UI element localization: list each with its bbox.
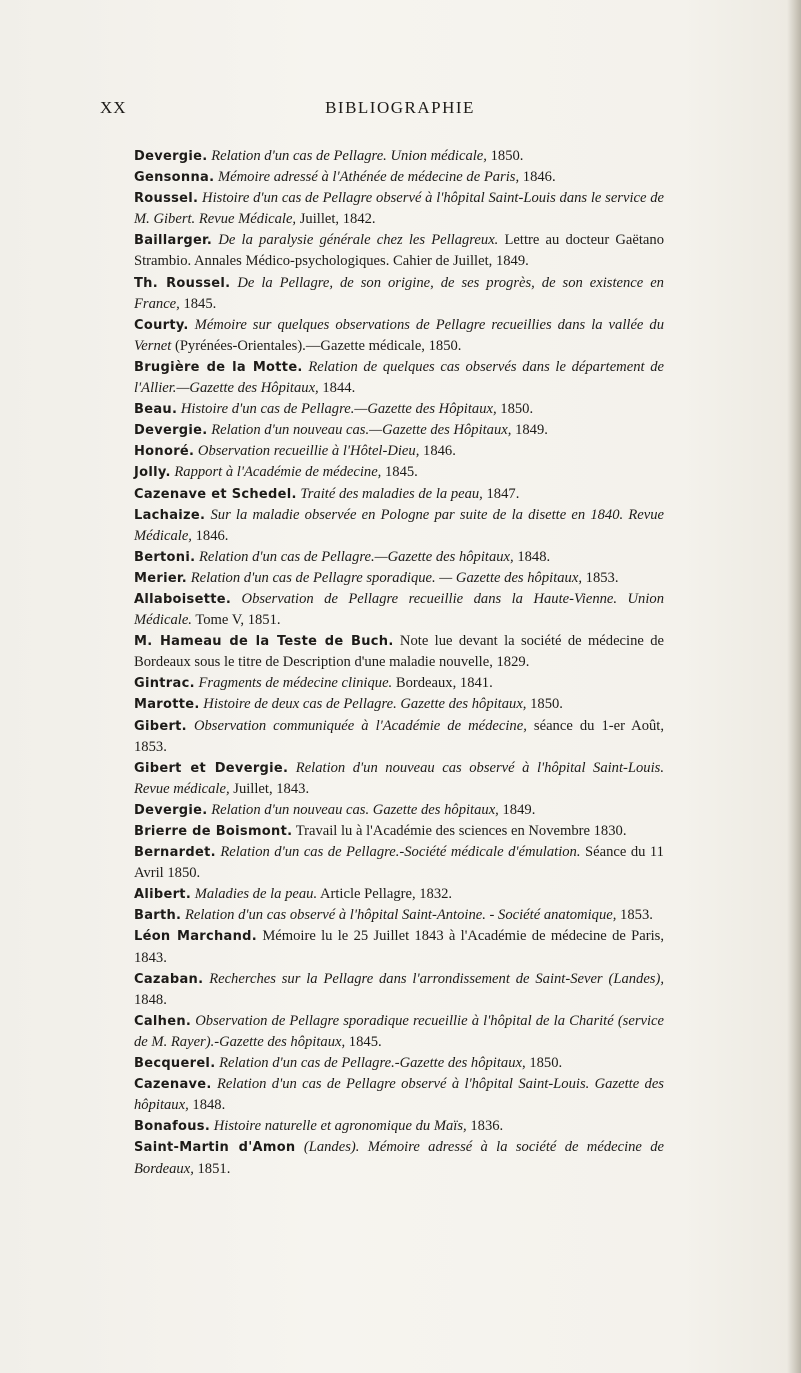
bibliography-entry <box>134 758 664 800</box>
entry-author: Cazenave et Schedel. <box>134 486 297 502</box>
entry-detail: 1846. <box>522 169 556 186</box>
entry-author: Lachaize. <box>134 507 206 523</box>
entry-author: Merier. <box>134 570 188 586</box>
entry-detail: 1853. <box>585 569 619 586</box>
entry-author: Bonafous. <box>134 1119 211 1135</box>
bibliography-entry <box>134 1116 664 1137</box>
entry-detail: 1850. <box>529 1055 563 1072</box>
entry-author: Gibert. <box>134 718 187 734</box>
bibliography-entry <box>134 842 664 884</box>
entry-detail: 1848. <box>517 548 551 565</box>
entry-detail: 1846. <box>195 527 229 544</box>
entry-title: De la Pellagre, de son origine, de ses progrès, de son existence en France, <box>134 274 664 312</box>
entry-title: Sur la maladie observée en Pologne par suite de la disette en 1840. Revue Médicale, <box>134 506 664 544</box>
bibliography-entry <box>134 146 664 167</box>
bibliography-entry <box>134 969 664 1011</box>
entry-detail: 1853. <box>620 907 653 924</box>
entry-author: Jolly. <box>134 465 171 481</box>
bibliography-entry <box>134 547 664 568</box>
entry-title: Histoire d'un cas de Pellagre observé à l'hôpital Saint-Louis dans le service de M. Gibert. Revue Médicale, <box>134 190 664 228</box>
entry-author: Becquerel. <box>134 1056 216 1072</box>
bibliography-entry <box>134 357 664 399</box>
entry-author: Gibert et Devergie. <box>134 760 289 776</box>
entry-author: Beau. <box>134 402 178 418</box>
entry-author: Roussel. <box>134 191 199 207</box>
entry-detail: 1845. <box>183 295 217 312</box>
bibliography-entry <box>134 230 664 272</box>
entry-detail: Travail lu à l'Académie des sciences en Novembre 1830. <box>295 823 627 839</box>
entry-title: Relation d'un nouveau cas.—Gazette des Hôpitaux, <box>211 422 512 439</box>
entry-author: Gintrac. <box>134 676 195 692</box>
entry-detail: (Pyrénées-Orientales).—Gazette médicale, 1850. <box>174 337 462 354</box>
bibliography-entry <box>134 420 664 441</box>
entry-author: Alibert. <box>134 887 192 903</box>
entry-title: Histoire d'un cas de Pellagre.—Gazette des Hôpitaux, <box>180 401 497 418</box>
entry-detail: 1845. <box>348 1033 382 1050</box>
entry-author: Léon Marchand. <box>134 929 258 945</box>
entry-title: Recherches sur la Pellagre dans l'arrondissement de Saint-Sever (Landes), <box>209 970 664 987</box>
entry-title: Observation de Pellagre sporadique recueillie à l'hôpital de la Charité (service de M. Rayer).-Gazette des hôpitaux, <box>134 1012 665 1050</box>
entry-author: Devergie. <box>134 423 208 439</box>
page-number: XX <box>100 98 127 117</box>
bibliography-list <box>134 146 664 1180</box>
entry-author: Brierre de Boismont. <box>134 824 293 839</box>
bibliography-entry <box>134 167 664 188</box>
entry-title: Relation de quelques cas observés dans le département de l'Allier.—Gazette des Hôpitaux, <box>134 358 664 397</box>
entry-author: Brugière de la Motte. <box>134 359 303 375</box>
entry-detail: 1848. <box>134 991 167 1008</box>
entry-title: Observation de Pellagre recueillie dans la Haute-Vienne. Union Médicale. <box>134 590 664 629</box>
entry-title: Observation recueillie à l'Hôtel-Dieu, <box>197 443 420 460</box>
entry-detail: 1836. <box>470 1118 504 1135</box>
entry-author: Th. Roussel. <box>134 275 231 291</box>
entry-detail: 1850. <box>490 148 524 164</box>
entry-detail: Juillet, 1843. <box>233 780 310 797</box>
entry-title: Fragments de médecine clinique. <box>198 675 393 692</box>
bibliography-entry <box>134 484 664 505</box>
bibliography-entry <box>134 315 664 357</box>
page-edge-shadow <box>787 0 801 1373</box>
entry-title: Relation d'un nouveau cas observé à l'hôpital Saint-Louis. Revue médicale, <box>134 759 664 797</box>
bibliography-entry <box>134 716 664 758</box>
entry-detail: 1847. <box>486 485 520 502</box>
entry-author: Devergie. <box>134 802 208 818</box>
entry-detail: 1850. <box>500 401 534 418</box>
entry-detail: Bordeaux, 1841. <box>395 675 493 692</box>
bibliography-entry <box>134 505 664 547</box>
entry-title: Relation d'un cas de Pellagre.-Société médicale d'émulation. <box>220 844 581 861</box>
entry-author: Marotte. <box>134 697 200 713</box>
entry-author: Saint-Martin d'Amon <box>134 1140 296 1156</box>
entry-title: Relation d'un cas de Pellagre. Union médicale, <box>211 148 487 164</box>
bibliography-entry <box>134 273 664 315</box>
entry-author: Bertoni. <box>134 549 196 565</box>
entry-title: Relation d'un cas observé à l'hôpital Saint-Antoine. - Société anatomique, <box>184 907 617 924</box>
entry-title: Histoire naturelle et agronomique du Maïs, <box>213 1118 467 1135</box>
entry-author: Honoré. <box>134 444 195 460</box>
running-header <box>100 98 700 122</box>
entry-title: Traité des maladies de la peau, <box>300 485 483 502</box>
entry-detail: 1844. <box>322 380 356 397</box>
bibliography-entry <box>134 188 664 230</box>
entry-author: Calhen. <box>134 1013 192 1029</box>
bibliography-entry <box>134 821 664 842</box>
entry-title: Relation d'un cas de Pellagre.-Gazette des hôpitaux, <box>219 1055 526 1072</box>
bibliography-entry <box>134 1011 664 1053</box>
entry-title: Relation d'un cas de Pellagre.—Gazette des hôpitaux, <box>199 548 514 565</box>
entry-author: Cazenave. <box>134 1077 212 1093</box>
entry-title: Maladies de la peau. <box>194 886 318 903</box>
entry-detail: 1851. <box>197 1160 231 1177</box>
bibliography-entry <box>134 1074 664 1116</box>
entry-title: Observation communiquée à l'Académie de médecine, <box>193 717 527 734</box>
entry-title: Relation d'un cas de Pellagre sporadique. — Gazette des hôpitaux, <box>190 569 582 586</box>
entry-detail: Lettre au docteur Gaëtano Strambio. Annales Médico-psychologiques. Cahier de Juillet, 1849. <box>134 232 665 270</box>
entry-title: (Landes). Mémoire adressé à la société de médecine de Bordeaux, <box>134 1139 665 1177</box>
entry-title: Rapport à l'Académie de médecine, <box>174 464 382 481</box>
bibliography-entry <box>134 800 664 821</box>
bibliography-entry <box>134 462 664 483</box>
entry-title: Histoire de deux cas de Pellagre. Gazette des hôpitaux, <box>203 696 527 713</box>
entry-author: Devergie. <box>134 149 208 164</box>
entry-author: Gensonna. <box>134 170 215 186</box>
entry-detail: 1846. <box>423 443 456 460</box>
entry-detail: Tome V, 1851. <box>195 612 281 629</box>
bibliography-entry <box>134 568 664 589</box>
entry-title: Mémoire adressé à l'Athénée de médecine de Paris, <box>218 169 520 186</box>
entry-detail: 1850. <box>530 696 563 713</box>
bibliography-entry <box>134 399 664 420</box>
bibliography-entry <box>134 589 664 631</box>
bibliography-entry <box>134 905 664 926</box>
entry-author: M. Hameau de la Teste de Buch. <box>134 634 394 650</box>
entry-author: Bernardet. <box>134 845 216 861</box>
bibliography-entry <box>134 441 664 462</box>
running-title: BIBLIOGRAPHIE <box>325 98 475 117</box>
entry-author: Cazaban. <box>134 971 204 987</box>
entry-detail: 1849. <box>502 801 536 818</box>
entry-detail: Note lue devant la société de médecine de Bordeaux sous le titre de Description d'une maladie nouvelle, 1829. <box>134 633 664 671</box>
entry-author: Allaboisette. <box>134 591 232 607</box>
bibliography-entry <box>134 926 664 968</box>
entry-title: Relation d'un nouveau cas. Gazette des hôpitaux, <box>211 801 499 818</box>
bibliography-entry <box>134 1137 664 1179</box>
bibliography-entry <box>134 694 664 715</box>
entry-detail: 1849. <box>515 422 548 439</box>
entry-detail: 1848. <box>192 1097 226 1114</box>
entry-title: Mémoire sur quelques observations de Pellagre recueillies dans la vallée du Vernet <box>134 316 664 354</box>
bibliography-entry <box>134 631 664 673</box>
entry-title: Relation d'un cas de Pellagre observé à l'hôpital Saint-Louis. Gazette des hôpitaux, <box>134 1076 664 1114</box>
entry-title: De la paralysie générale chez les Pellagreux. <box>218 232 499 249</box>
entry-detail: 1845. <box>384 464 418 481</box>
entry-author: Baillarger. <box>134 233 213 249</box>
entry-detail: Juillet, 1842. <box>299 211 376 228</box>
bibliography-entry <box>134 1053 664 1074</box>
bibliography-entry <box>134 673 664 694</box>
entry-detail: séance du 1-er Août, 1853. <box>134 717 665 755</box>
entry-author: Courty. <box>134 317 189 333</box>
entry-detail: Article Pellagre, 1832. <box>319 886 453 903</box>
entry-author: Barth. <box>134 908 182 924</box>
entry-detail: Mémoire lu le 25 Juillet 1843 à l'Académie de médecine de Paris, 1843. <box>134 928 664 966</box>
entry-detail: Séance du 11 Avril 1850. <box>134 844 664 882</box>
bibliography-entry <box>134 884 664 905</box>
